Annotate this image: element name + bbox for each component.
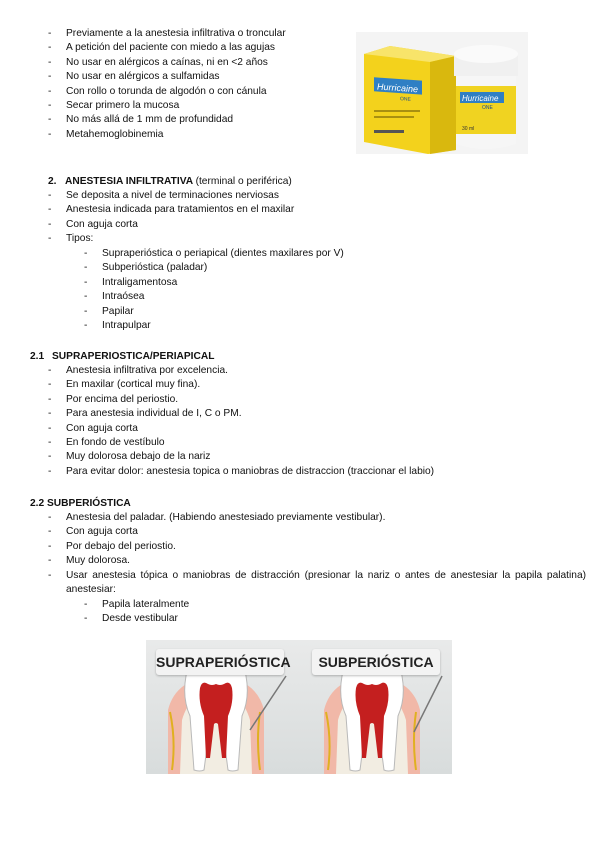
list-item: - Usar anestesia tópica o maniobras de distracción (presionar la nariz o antes de anestesiar la papila palatina) anestesiar: [66, 569, 586, 598]
list-item: - Tipos: [66, 232, 294, 246]
list-item: - Desde vestibular [102, 612, 189, 626]
list-item: - Subperióstica (paladar) [102, 261, 344, 275]
list-item: - Anestesia del paladar. (Habiendo anestesiado previamente vestibular). [66, 511, 586, 525]
box-brand: Hurricaine [377, 81, 418, 95]
section-2-2-number: 2.2 [30, 498, 45, 509]
list-item: - Papila lateralmente [102, 598, 189, 612]
list-item: - No usar en alérgicos a sulfamidas [66, 70, 286, 84]
list-item: - Intraósea [102, 290, 344, 304]
list-item: - Por debajo del periostio. [66, 540, 586, 554]
list-item: - Papilar [102, 305, 344, 319]
list-item: - Muy dolorosa. [66, 554, 586, 568]
list-item: - Con aguja corta [66, 525, 586, 539]
list-item: - Metahemoglobinemia [66, 128, 286, 142]
list-item: - En maxilar (cortical muy fina). [66, 378, 434, 392]
list-item: - Secar primero la mucosa [66, 99, 286, 113]
list-item: - En fondo de vestíbulo [66, 436, 434, 450]
list-section-2-2 [66, 511, 586, 597]
label-supraperiostica: SUPRAPERIÓSTICA [156, 649, 284, 675]
list-item: - Muy dolorosa debajo de la nariz [66, 450, 434, 464]
list-item: - Anestesia indicada para tratamientos en el maxilar [66, 203, 294, 217]
section-2-1-heading [30, 350, 214, 364]
list-item: - Para anestesia individual de I, C o PM. [66, 407, 434, 421]
section-2-heading [48, 175, 292, 189]
section-2-subtitle: (terminal o periférica) [195, 176, 292, 187]
section-2-1-number: 2.1 [30, 351, 45, 362]
section-2-2-title: SUBPERIÓSTICA [47, 498, 131, 509]
list-item: - Con aguja corta [66, 218, 294, 232]
jar-brand: Hurricaine [462, 94, 499, 103]
list-item: - Se deposita a nivel de terminaciones nerviosas [66, 189, 294, 203]
list-item: - No usar en alérgicos a caínas, ni en <2 años [66, 56, 286, 70]
list-item: - Para evitar dolor: anestesia topica o maniobras de distraccion (traccionar el labio) [66, 465, 434, 479]
list-item: - Por encima del periostio. [66, 393, 434, 407]
list-section-2 [66, 189, 294, 247]
list-item: - A petición del paciente con miedo a las agujas [66, 41, 286, 55]
list-item: - No más allá de 1 mm de profundidad [66, 113, 286, 127]
section-2-2-heading [30, 497, 131, 511]
list-item: - Supraperióstica o periapical (dientes maxilares por V) [102, 247, 344, 261]
product-photo [356, 32, 528, 154]
list-section-2-1 [66, 364, 434, 479]
label-subperiostica: SUBPERIÓSTICA [312, 649, 440, 675]
list-topical-anesthesia [66, 27, 286, 142]
list-item: - Con aguja corta [66, 422, 434, 436]
section-2-title: ANESTESIA INFILTRATIVA [65, 176, 193, 187]
list-item: - Previamente a la anestesia infiltrativa o troncular [66, 27, 286, 41]
list-section-2-types [102, 247, 344, 333]
teeth-figure [146, 640, 452, 774]
section-2-1-title: SUPRAPERIOSTICA/PERIAPICAL [52, 351, 215, 362]
list-item: - Con rollo o torunda de algodón o con cánula [66, 85, 286, 99]
jar-sub: ONE [482, 105, 493, 111]
list-section-2-2-sub [102, 598, 189, 627]
list-item: - Intrapulpar [102, 319, 344, 333]
box-sub: ONE [400, 96, 411, 103]
section-2-number: 2. [48, 176, 57, 187]
product-illustration [356, 32, 528, 154]
jar-size: 30 ml [462, 126, 475, 132]
list-item: - Anestesia infiltrativa por excelencia. [66, 364, 434, 378]
list-item: - Intraligamentosa [102, 276, 344, 290]
